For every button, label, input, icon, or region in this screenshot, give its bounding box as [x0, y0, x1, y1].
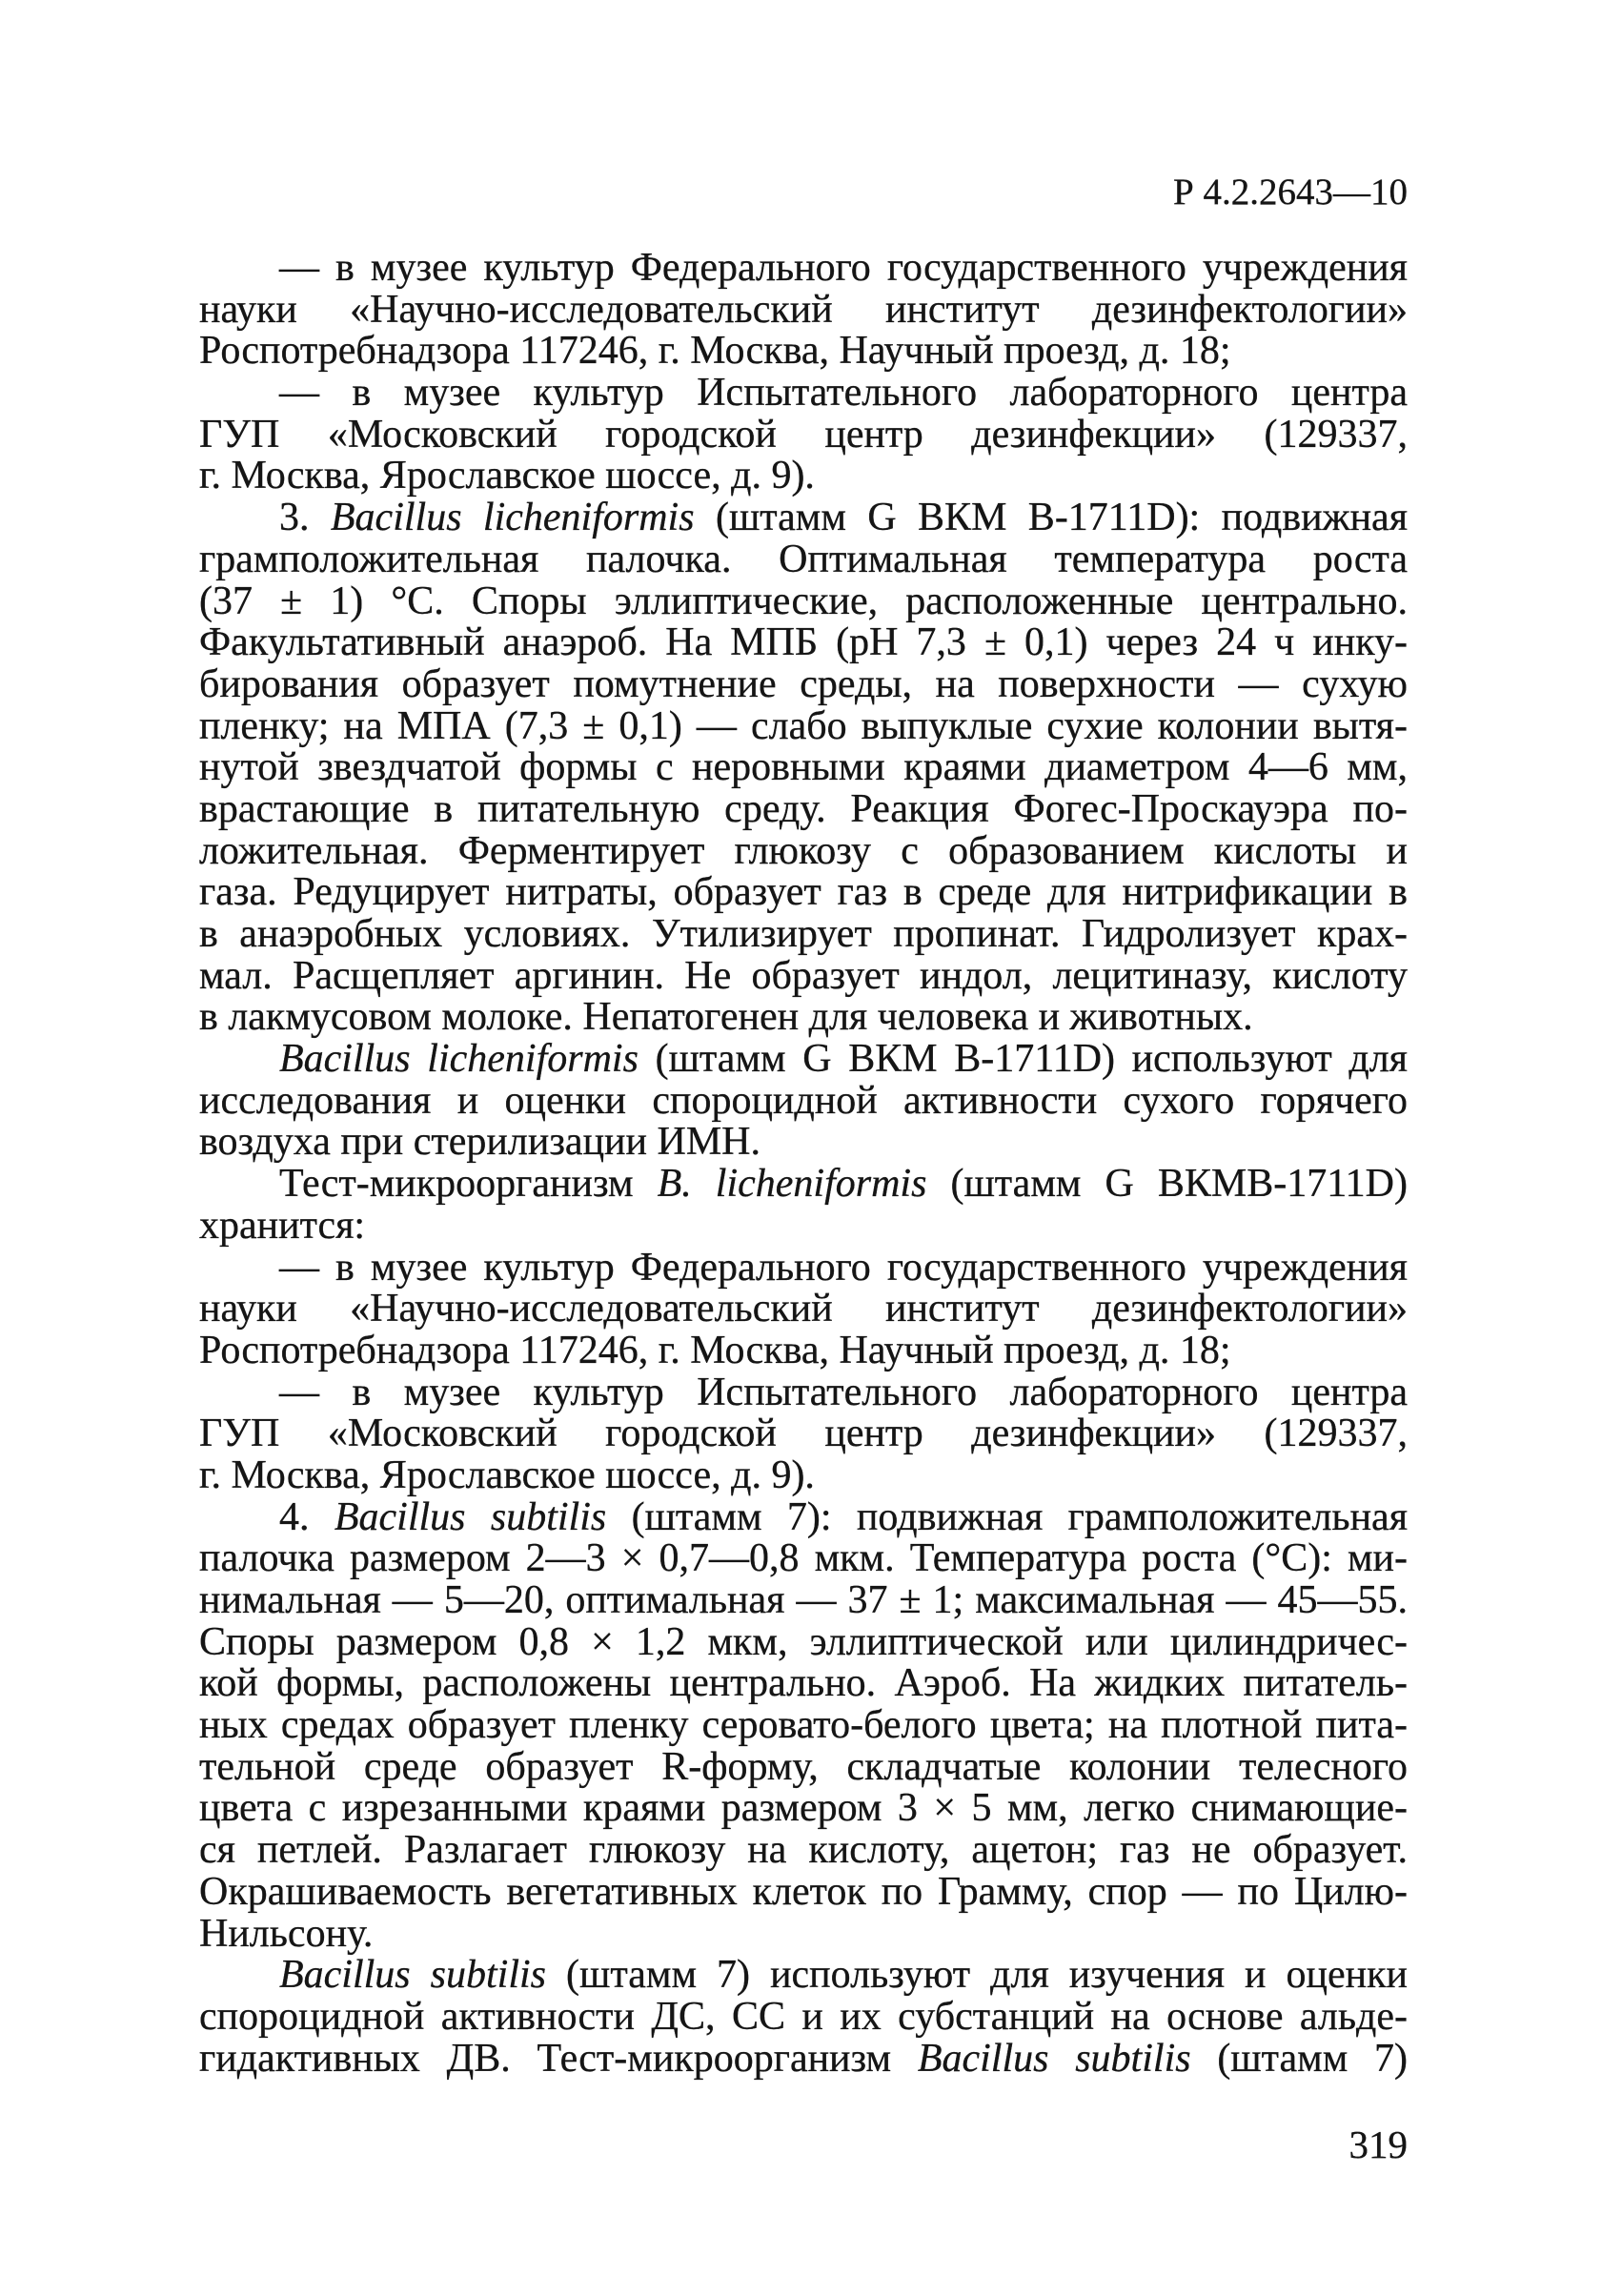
text-line: газа. Редуцирует нитраты, образует газ в среде для нитрификации в — [199, 870, 1408, 915]
text-line: ных средах образует пленку серовато-белого цвета; на плотной пита- — [199, 1703, 1408, 1748]
text-line: врастающие в питательную среду. Реакция Фогес-Проскауэра по- — [199, 786, 1408, 831]
text-run: (штамм G ВКМВ-1711D) — [926, 1162, 1408, 1207]
text-run: (штамм G ВКМ B-1711D) используют для — [638, 1037, 1408, 1082]
text-line: Факультативный анаэроб. На МПБ (рН 7,3 ± 0,1) через 24 ч инку- — [199, 620, 1408, 665]
text-line: ся петлей. Разлагает глюкозу на кислоту, ацетон; газ не образует. — [199, 1828, 1408, 1873]
species-name: Bacillus subtilis — [917, 2036, 1191, 2081]
text-line: — в музее культур Федерального государственного учреждения — [279, 1245, 1408, 1290]
text-line: ложительная. Ферментирует глюкозу с образованием кислоты и — [199, 828, 1408, 873]
text-line: тельной среде образует R-форму, складчатые колонии телесного — [199, 1744, 1408, 1789]
paragraph — [199, 1494, 1409, 1956]
text-line — [199, 2036, 1409, 2081]
text-line: Споры размером 0,8 × 1,2 мкм, эллиптической или цилиндричес- — [199, 1619, 1408, 1664]
text-line — [199, 498, 1408, 539]
text-line: нутой звездчатой формы с неровными краями диаметром 4—6 мм, — [199, 745, 1408, 790]
text-line: Нильсону. — [199, 1911, 374, 1956]
text-run: (штамм 7): подвижная грамположительная — [606, 1494, 1409, 1539]
text-run: гидактивных ДВ. Тест-микроорганизм — [199, 2036, 918, 2081]
text-line: — в музее культур Испытательного лабораторного центра — [279, 371, 1408, 416]
text-line: ГУП «Московский городской центр дезинфекции» (129337, — [199, 1412, 1408, 1456]
text-line: мал. Расщепляет аргинин. Не образует индол, лецитиназу, кислоту — [199, 953, 1408, 998]
text-line: Роспотребнадзора 117246, г. Москва, Научный проезд, д. 18; — [199, 329, 1231, 374]
text-line: — в музее культур Испытательного лабораторного центра — [279, 1370, 1408, 1414]
text-line: воздуха при стерилизации ИМН. — [199, 1120, 761, 1165]
paragraph — [199, 498, 1408, 1039]
text-line: пленку; на МПА (7,3 ± 0,1) — слабо выпуклые сухие колонии вытя- — [199, 703, 1408, 748]
text-run: 4. — [279, 1494, 335, 1539]
text-line: бирования образует помутнение среды, на поверхности — сухую — [199, 661, 1408, 706]
text-run: (штамм 7) — [1190, 2036, 1409, 2081]
text-line: г. Москва, Ярославское шоссе, д. 9). — [199, 454, 815, 498]
text-line: — в музее культур Федерального государственного учреждения — [279, 246, 1408, 290]
text-run: (штамм 7) используют для изучения и оценки — [546, 1953, 1408, 1998]
text-line: кой формы, расположены центрально. Аэроб. На жидких питатель- — [199, 1661, 1408, 1706]
page-number: 319 — [1348, 2123, 1408, 2166]
text-line: грамположительная палочка. Оптимальная температура роста — [199, 537, 1408, 581]
text-line: Роспотребнадзора 117246, г. Москва, Научный проезд, д. 18; — [199, 1328, 1231, 1372]
text-line: ГУП «Московский городской центр дезинфекции» (129337, — [199, 412, 1408, 457]
species-name: Bacillus licheniformis — [279, 1037, 639, 1082]
species-name: Bacillus licheniformis — [330, 496, 695, 540]
paragraph — [199, 248, 1408, 373]
text-line: цвета с изрезанными краями размером 3 × 5 мм, легко снимающие- — [199, 1786, 1408, 1831]
species-name: B. licheniformis — [657, 1162, 927, 1207]
text-line: г. Москва, Ярославское шоссе, д. 9). — [199, 1453, 815, 1497]
text-line: палочка размером 2—3 × 0,7—0,8 мкм. Температура роста (°С): ми- — [199, 1536, 1408, 1581]
text-run: Тест-микроорганизм — [279, 1162, 658, 1207]
paragraph — [199, 373, 1408, 498]
text-line — [199, 1164, 1408, 1206]
text-line: Окрашиваемость вегетативных клеток по Грамму, спор — по Цилю- — [199, 1869, 1408, 1914]
species-name: Bacillus subtilis — [279, 1953, 547, 1998]
text-line — [199, 1955, 1408, 1997]
text-line: в лакмусовом молоке. Непатогенен для человека и животных. — [199, 995, 1253, 1040]
text-run: 3. — [279, 496, 331, 540]
text-line — [199, 1494, 1409, 1539]
species-name: Bacillus subtilis — [334, 1494, 607, 1539]
text-line: нимальная — 5—20, оптимальная — 37 ± 1; максимальная — 45—55. — [199, 1578, 1408, 1622]
text-line — [199, 1039, 1408, 1081]
text-line: исследования и оценки спороцидной активности сухого горячего — [199, 1078, 1408, 1123]
text-line: в анаэробных условиях. Утилизирует пропинат. Гидролизует крах- — [199, 912, 1408, 956]
text-run: (штамм G ВКМ B-1711D): подвижная — [694, 496, 1409, 540]
text-line: спороцидной активности ДС, СС и их субстанций на основе альде- — [199, 1994, 1408, 2039]
paragraph — [199, 1164, 1408, 1247]
text-line: хранится: — [199, 1203, 366, 1248]
paragraph — [199, 1372, 1408, 1497]
document-code: Р 4.2.2643—10 — [1173, 172, 1408, 213]
text-line: науки «Научно-исследовательский институт дезинфектологии» — [199, 1287, 1408, 1331]
page-body — [199, 248, 1408, 2080]
text-line: (37 ± 1) °С. Споры эллиптические, расположенные центрально. — [199, 579, 1408, 623]
paragraph — [199, 1955, 1408, 2080]
paragraph — [199, 1039, 1408, 1164]
text-line: науки «Научно-исследовательский институт дезинфектологии» — [199, 287, 1408, 332]
paragraph — [199, 1245, 1408, 1372]
